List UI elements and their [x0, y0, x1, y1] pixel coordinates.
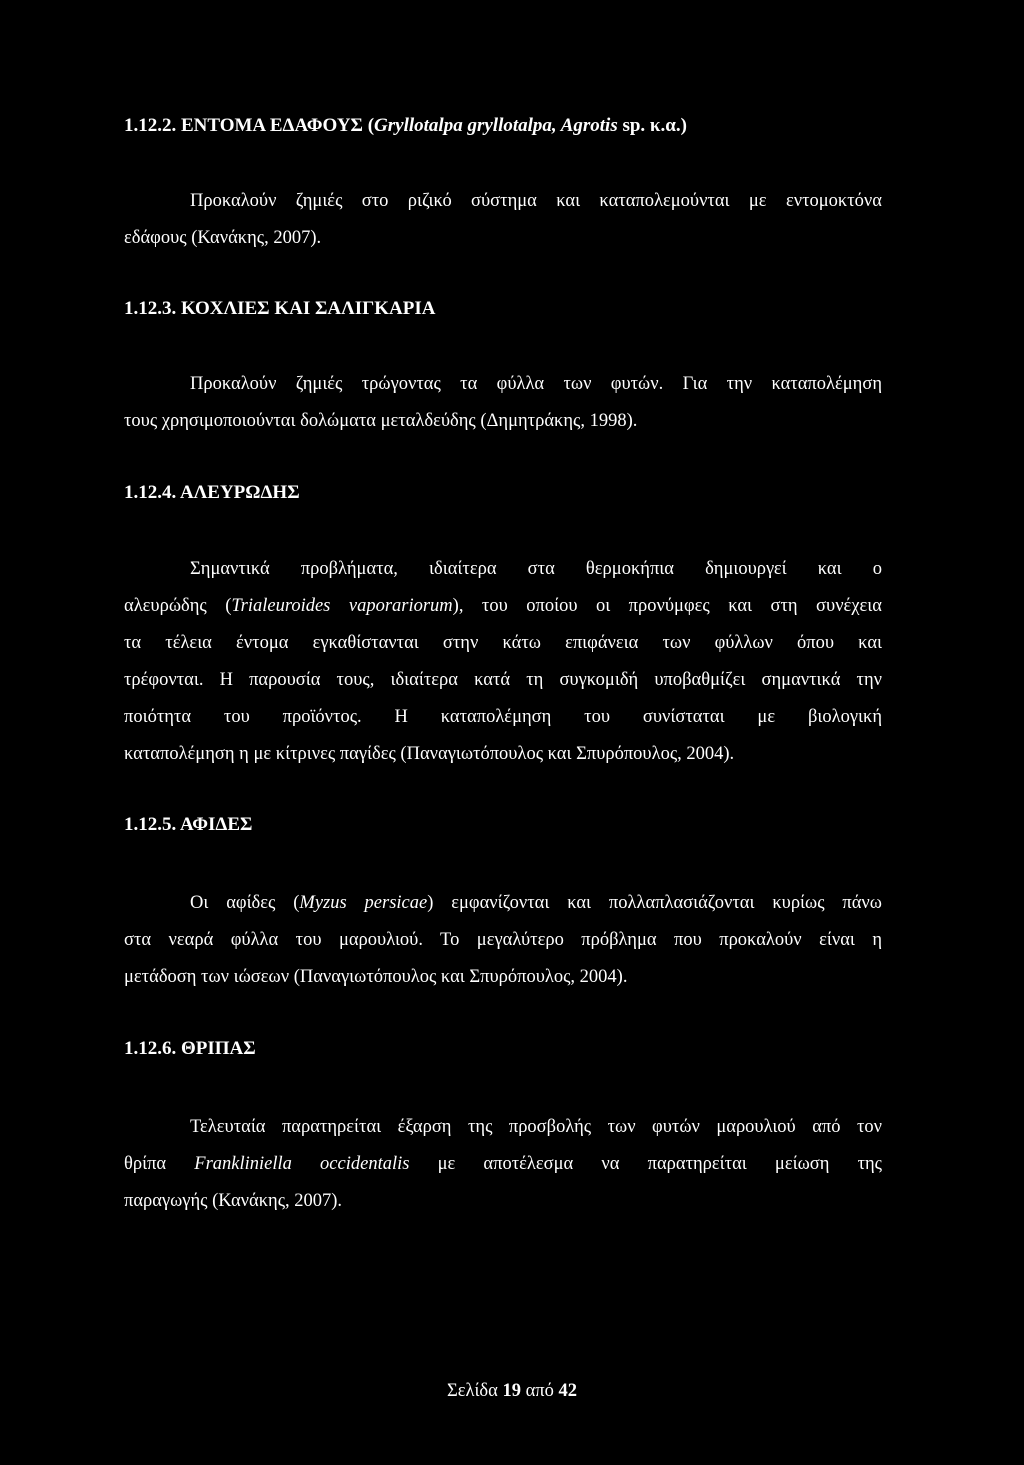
species-name-italic: Trialeuroides vaporariorum [231, 596, 453, 616]
section-heading-aphids: 1.12.5. ΑΦΙΔΕΣ [124, 814, 253, 835]
paragraph-line: τρέφονται. Η παρουσία τους, ιδιαίτερα κατά τη συγκομιδή υποβαθμίζει σημαντικά την [124, 670, 882, 690]
paragraph-line: μετάδοση των ιώσεων (Παναγιωτόπουλος και Σπυρόπουλος, 2004). [124, 967, 628, 987]
paragraph-line: Σημαντικά προβλήματα, ιδιαίτερα στα θερμοκήπια δημιουργεί και ο [190, 559, 882, 579]
paragraph-line: ποιότητα του προϊόντος. Η καταπολέμηση του συνίσταται με βιολογική [124, 707, 882, 727]
paragraph-line: παραγωγής (Κανάκης, 2007). [124, 1191, 343, 1211]
line-text: Οι αφίδες ( [190, 893, 300, 913]
heading-text-suffix: sp. κ.α.) [617, 115, 687, 136]
section-heading-snails: 1.12.3. ΚΟΧΛΙΕΣ ΚΑΙ ΣΑΛΙΓΚΑΡΙΑ [124, 298, 436, 319]
paragraph-line: Προκαλούν ζημιές στο ριζικό σύστημα και καταπολεμούνται με εντομοκτόνα [190, 191, 882, 211]
total-page-count: 42 [558, 1381, 578, 1401]
paragraph-line: Προκαλούν ζημιές τρώγοντας τα φύλλα των φυτών. Για την καταπολέμηση [190, 374, 882, 394]
paragraph-line: εδάφους (Κανάκης, 2007). [124, 228, 322, 248]
line-text: ) εμφανίζονται και πολλαπλασιάζονται κυρίως πάνω [427, 893, 882, 913]
section-heading-soil-insects [124, 114, 687, 138]
species-name-italic: Myzus persicae [299, 893, 428, 913]
heading-text: 1.12.2. ΕΝΤΟΜΑ ΕΔΑΦΟΥΣ ( [124, 115, 375, 136]
footer-label: από [520, 1381, 559, 1401]
paragraph-snails [124, 366, 882, 440]
section-heading-thrips: 1.12.6. ΘΡΙΠΑΣ [124, 1038, 256, 1059]
paragraph-line [124, 588, 882, 625]
paragraph-line: καταπολέμηση η με κίτρινες παγίδες (Παναγιωτόπουλος και Σπυρόπουλος, 2004). [124, 744, 735, 764]
paragraph-line [124, 885, 882, 922]
paragraph-line: στα νεαρά φύλλα του μαρουλιού. Το μεγαλύτερο πρόβλημα που προκαλούν είναι η [124, 930, 882, 950]
current-page-number: 19 [502, 1381, 521, 1401]
line-text: με αποτέλεσμα να παρατηρείται μείωση της [409, 1154, 882, 1174]
line-text: αλευρώδης ( [124, 596, 232, 616]
page-footer [0, 1379, 1024, 1403]
paragraph-thrips [124, 1109, 882, 1220]
paragraph-whitefly [124, 551, 882, 773]
line-text: ), του οποίου οι προνύμφες και στη συνέχεια [452, 596, 882, 616]
paragraph-line [124, 1146, 882, 1183]
paragraph-soil-insects [124, 183, 882, 257]
paragraph-line: τα τέλεια έντομα εγκαθίστανται στην κάτω επιφάνεια των φύλλων όπου και [124, 633, 882, 653]
footer-label: Σελίδα [446, 1381, 503, 1401]
paragraph-line: τους χρησιμοποιούνται δολώματα μεταλδεύδης (Δημητράκης, 1998). [124, 411, 638, 431]
paragraph-line: Τελευταία παρατηρείται έξαρση της προσβολής των φυτών μαρουλιού από τον [190, 1117, 882, 1137]
section-heading-whitefly: 1.12.4. ΑΛΕΥΡΩΔΗΣ [124, 482, 300, 503]
heading-species-italic: Gryllotalpa gryllotalpa, Agrotis [374, 115, 618, 136]
paragraph-aphids [124, 885, 882, 996]
line-text: θρίπα [124, 1154, 195, 1174]
species-name-italic: Frankliniella occidentalis [194, 1154, 410, 1174]
